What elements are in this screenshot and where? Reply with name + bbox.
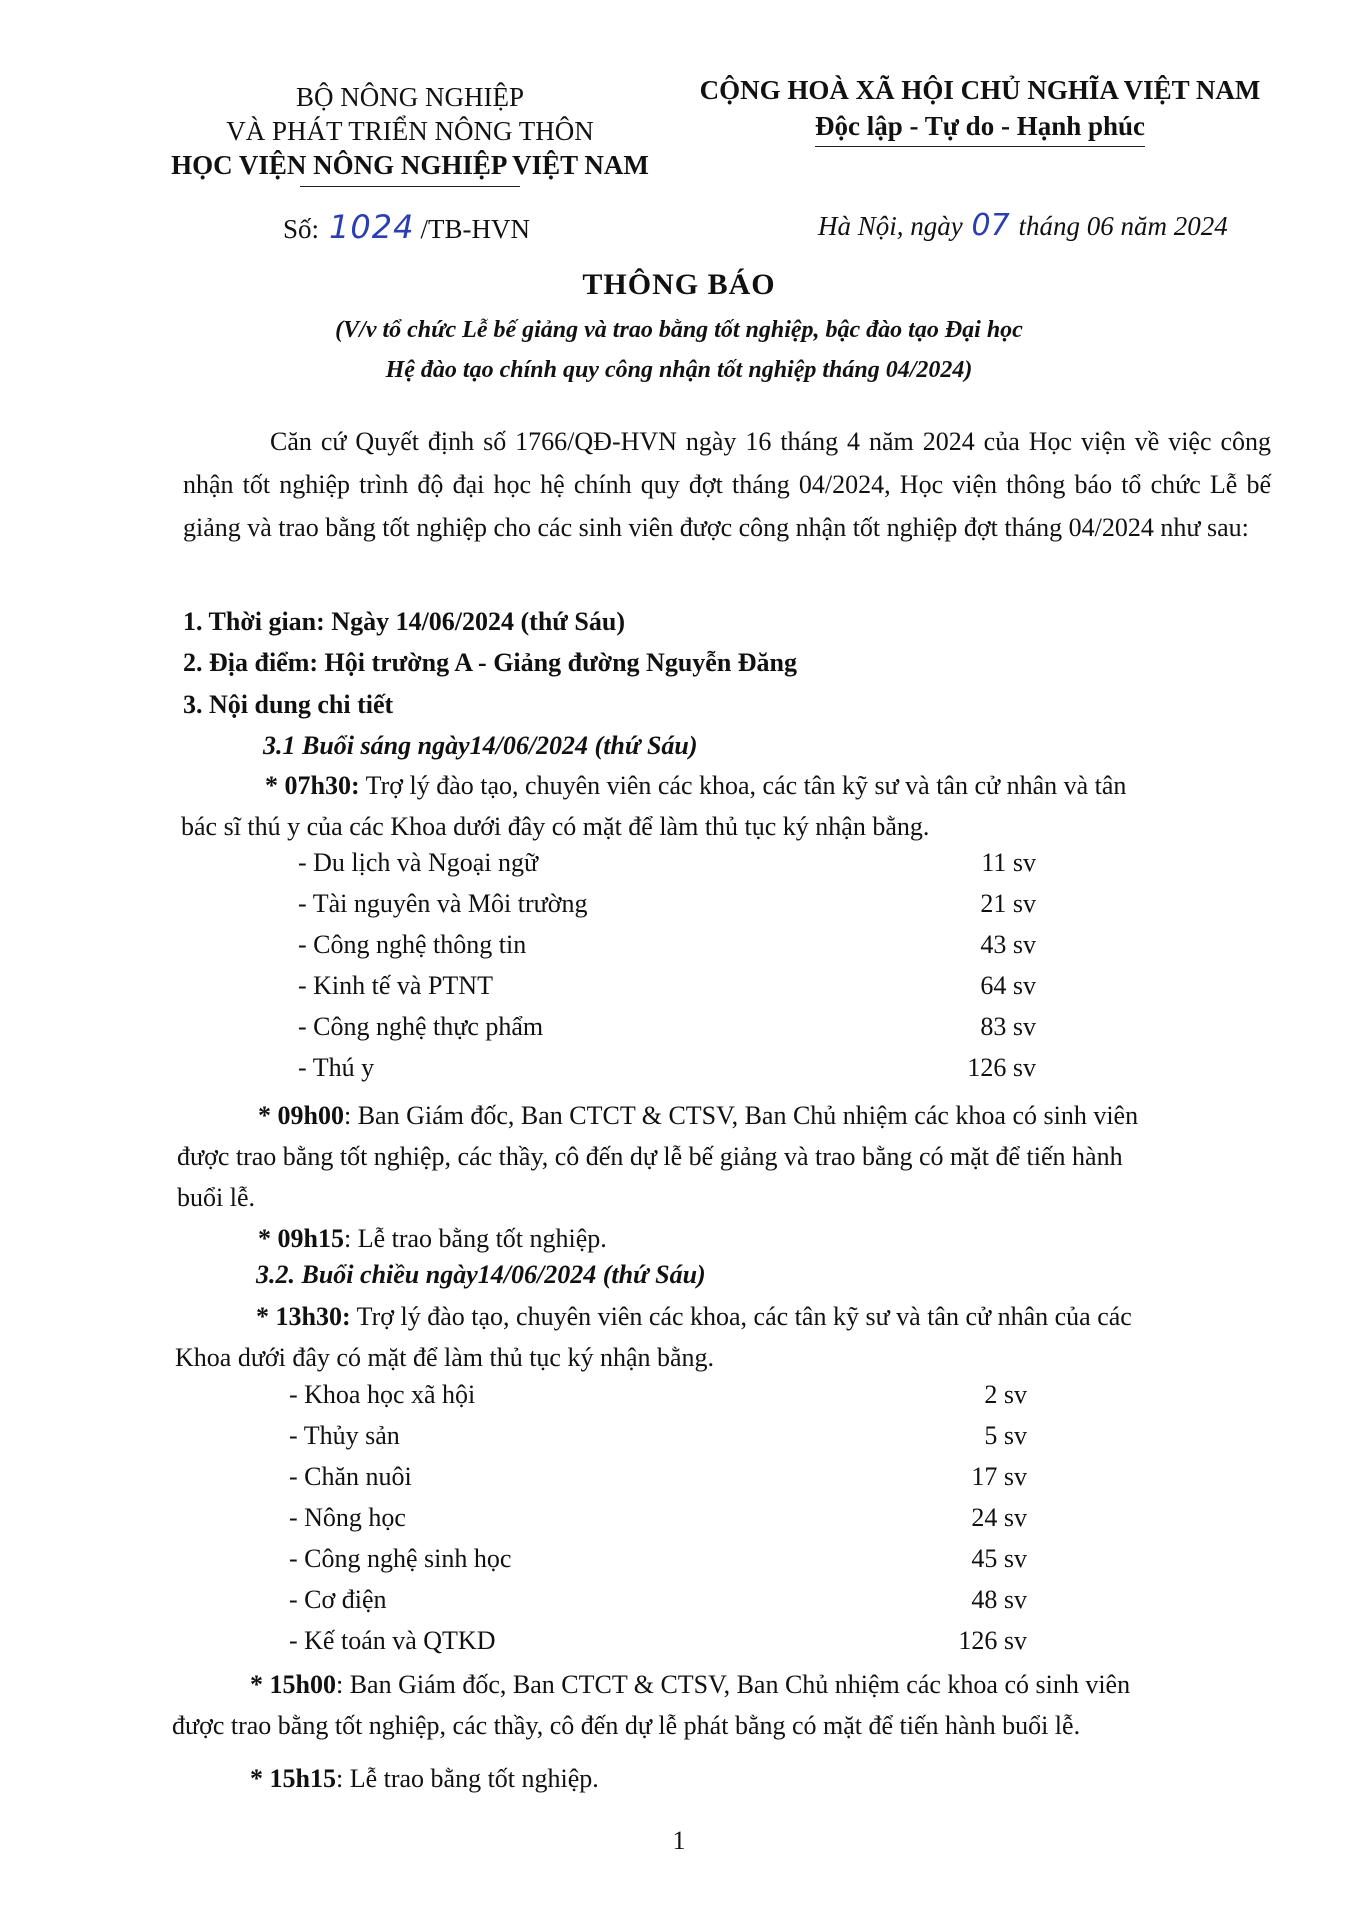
afternoon-item-checkin [256, 1296, 1132, 1337]
afternoon-time-1330: * 13h30: [256, 1302, 351, 1331]
faculty-student-count: 83 sv [980, 1012, 1036, 1041]
afternoon-time-1515: * 15h15 [250, 1764, 336, 1793]
faculty-student-count: 45 sv [971, 1544, 1027, 1573]
motto-divider [815, 146, 1145, 147]
issuer-ministry-2: VÀ PHÁT TRIỂN NÔNG THÔN [226, 116, 594, 146]
issuer-ministry: BỘ NÔNG NGHIỆP [296, 82, 524, 112]
morning-item-checkin [265, 765, 1126, 806]
doc-number-suffix: /TB-HVN [420, 214, 530, 244]
date-day-handwritten: 07 [971, 208, 1010, 243]
issuer-block [150, 80, 670, 187]
morning-checkin-text-2: bác sĩ thú y của các Khoa dưới đây có mặt để làm thủ tục ký nhận bằng. [181, 812, 930, 841]
faculty-name: - Cơ điện [289, 1585, 387, 1614]
faculty-student-count: 24 sv [971, 1503, 1027, 1532]
faculty-name: - Công nghệ sinh học [289, 1544, 512, 1573]
intro-paragraph: Căn cứ Quyết định số 1766/QĐ-HVN ngày 16 tháng 4 năm 2024 của Học viện về việc công nhận tốt nghiệp trình độ đại học hệ chính quy đợt tháng 04/2024, Học viện thông báo tổ chức Lễ bế giảng và trao bằng tốt nghiệp cho các sinh viên được công nhận tốt nghiệp đợt tháng 04/2024 như sau: [183, 427, 1271, 542]
afternoon-item-ceremony [250, 1758, 599, 1799]
doc-number-handwritten: 1024 [329, 208, 415, 246]
afternoon-officials-text-2: được trao bằng tốt nghiệp, các thầy, cô đến dự lễ phát bằng có mặt để tiến hành buổi lễ. [172, 1711, 1081, 1740]
national-motto-block [660, 72, 1300, 147]
morning-time-0900: * 09h00 [258, 1101, 344, 1130]
afternoon-heading: 3.2. Buổi chiều ngày14/06/2024 (thứ Sáu) [256, 1260, 706, 1289]
date-suffix: tháng 06 năm 2024 [1018, 211, 1228, 241]
morning-heading: 3.1 Buổi sáng ngày14/06/2024 (thứ Sáu) [263, 731, 698, 760]
issuer-academy: HỌC VIỆN NÔNG NGHIỆP VIỆT NAM [171, 150, 649, 180]
page-number: 1 [672, 1826, 686, 1855]
afternoon-checkin-text-2: Khoa dưới đây có mặt để làm thủ tục ký nhận bằng. [175, 1343, 715, 1372]
morning-item-ceremony [258, 1218, 607, 1259]
afternoon-time-1500: * 15h00 [250, 1670, 336, 1699]
faculty-name: - Khoa học xã hội [289, 1380, 476, 1409]
faculty-student-count: 126 sv [958, 1626, 1027, 1655]
faculty-name: - Kế toán và QTKD [289, 1626, 496, 1655]
morning-item-officials [258, 1095, 1138, 1136]
section-content: 3. Nội dung chi tiết [183, 690, 394, 719]
section-place: 2. Địa điểm: Hội trường A - Giảng đường Nguyễn Đăng [183, 648, 798, 677]
faculty-student-count: 2 sv [984, 1380, 1027, 1409]
faculty-name: - Tài nguyên và Môi trường [298, 889, 588, 918]
morning-ceremony-text: : Lễ trao bằng tốt nghiệp. [343, 1224, 607, 1253]
faculty-student-count: 17 sv [971, 1462, 1027, 1491]
morning-checkin-text: Trợ lý đào tạo, chuyên viên các khoa, các tân kỹ sư và tân cử nhân và tân [359, 771, 1127, 800]
morning-officials-text-2: được trao bằng tốt nghiệp, các thầy, cô đến dự lễ bế giảng và trao bằng có mặt để tiến hành [177, 1142, 1123, 1171]
faculty-student-count: 5 sv [984, 1421, 1027, 1450]
faculty-name: - Thủy sản [289, 1421, 400, 1450]
faculty-name: - Du lịch và Ngoại ngữ [298, 848, 539, 877]
morning-officials-text-3: buổi lễ. [177, 1183, 255, 1212]
section-time: 1. Thời gian: Ngày 14/06/2024 (thứ Sáu) [183, 607, 625, 636]
faculty-student-count: 11 sv [981, 848, 1036, 877]
document-date [818, 208, 1228, 243]
subtitle-line-2: Hệ đào tạo chính quy công nhận tốt nghiệp tháng 04/2024) [385, 357, 973, 383]
date-prefix: Hà Nội, ngày [818, 211, 963, 241]
national-motto: Độc lập - Tự do - Hạnh phúc [814, 111, 1146, 141]
faculty-name: - Chăn nuôi [289, 1462, 412, 1491]
document-number [283, 208, 530, 246]
faculty-student-count: 21 sv [980, 889, 1036, 918]
faculty-name: - Công nghệ thông tin [298, 930, 527, 959]
afternoon-officials-text: : Ban Giám đốc, Ban CTCT & CTSV, Ban Chủ nhiệm các khoa có sinh viên [335, 1670, 1131, 1699]
faculty-student-count: 48 sv [971, 1585, 1027, 1614]
national-title: CỘNG HOÀ XÃ HỘI CHỦ NGHĨA VIỆT NAM [699, 75, 1261, 105]
morning-time-0730: * 07h30: [265, 771, 360, 800]
doc-number-prefix: Số: [283, 214, 320, 244]
morning-time-0915: * 09h15 [258, 1224, 344, 1253]
document-subtitle [0, 310, 1358, 390]
faculty-student-count: 43 sv [980, 930, 1036, 959]
faculty-student-count: 126 sv [967, 1053, 1036, 1082]
afternoon-item-officials [250, 1664, 1130, 1705]
afternoon-checkin-text: Trợ lý đào tạo, chuyên viên các khoa, các tân kỹ sư và tân cử nhân của các [350, 1302, 1132, 1331]
subtitle-line-1: (V/v tổ chức Lễ bế giảng và trao bằng tốt nghiệp, bậc đào tạo Đại học [335, 317, 1023, 343]
faculty-name: - Nông học [289, 1503, 406, 1532]
faculty-name: - Thú y [298, 1053, 375, 1082]
afternoon-ceremony-text: : Lễ trao bằng tốt nghiệp. [335, 1764, 599, 1793]
issuer-divider [300, 186, 520, 187]
faculty-student-count: 64 sv [980, 971, 1036, 1000]
faculty-name: - Công nghệ thực phẩm [298, 1012, 544, 1041]
document-title: THÔNG BÁO [582, 268, 776, 301]
faculty-name: - Kinh tế và PTNT [298, 971, 493, 1000]
morning-officials-text: : Ban Giám đốc, Ban CTCT & CTSV, Ban Chủ nhiệm các khoa có sinh viên [343, 1101, 1139, 1130]
